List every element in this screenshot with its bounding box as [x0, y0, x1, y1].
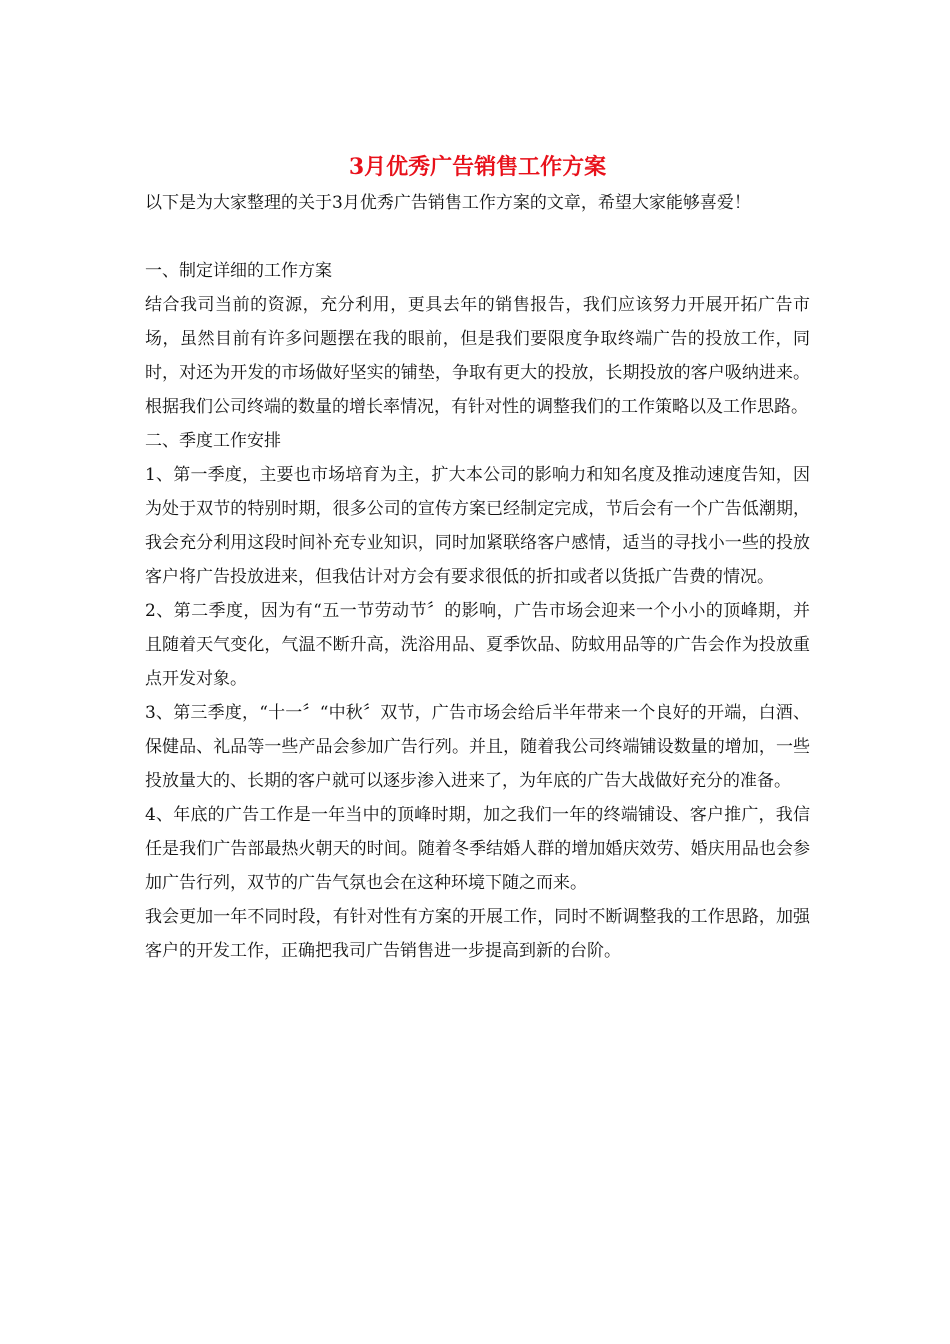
document-page: [145, 150, 810, 968]
paragraph-quarter-4: 4、年底的广告工作是一年当中的顶峰时期，加之我们一年的终端铺设、客户推广，我信任是我们广告部最热火朝天的时间。随着冬季结婚人群的增加婚庆效劳、婚庆用品也会参加广告行列，双节的广告气氛也会在这种环境下随之而来。: [145, 805, 810, 893]
paragraph-quarter-3: 3、第三季度，“十一〞“中秋〞双节，广告市场会给后半年带来一个良好的开端，白酒、保健品、礼品等一些产品会参加广告行列。并且，随着我公司终端铺设数量的增加，一些投放量大的、长期的客户就可以逐步渗入进来了，为年底的广告大战做好充分的准备。: [145, 703, 810, 791]
paragraph-conclusion: 我会更加一年不同时段，有针对性有方案的开展工作，同时不断调整我的工作思路，加强客户的开发工作，正确把我司广告销售进一步提高到新的台阶。: [145, 907, 810, 961]
paragraph-quarter-2: 2、第二季度，因为有“五一节劳动节〞的影响，广告市场会迎来一个小小的顶峰期，并且随着天气变化，气温不断升高，洗浴用品、夏季饮品、防蚊用品等的广告会作为投放重点开发对象。: [145, 601, 810, 689]
blank-line: [145, 220, 810, 254]
document-title: 3月优秀广告销售工作方案: [348, 154, 607, 180]
intro-paragraph: 以下是为大家整理的关于3月优秀广告销售工作方案的文章，希望大家能够喜爱！: [145, 193, 751, 213]
paragraph-quarter-1: 1、第一季度，主要也市场培育为主，扩大本公司的影响力和知名度及推动速度告知，因为处于双节的特别时期，很多公司的宣传方案已经制定完成，节后会有一个广告低潮期，我会充分利用这段时间补充专业知识，同时加紧联络客户感情，适当的寻找小一些的投放客户将广告投放进来，但我估计对方会有要求很低的折扣或者以货抵广告费的情况。: [145, 465, 810, 587]
paragraph-plan-body: 结合我司当前的资源，充分利用，更具去年的销售报告，我们应该努力开展开拓广告市场，虽然目前有许多问题摆在我的眼前，但是我们要限度争取终端广告的投放工作，同时，对还为开发的市场做好坚实的铺垫，争取有更大的投放，长期投放的客户吸纳进来。根据我们公司终端的数量的增长率情况，有针对性的调整我们的工作策略以及工作思路。: [145, 295, 810, 417]
section-heading-plan: 一、制定详细的工作方案: [145, 261, 332, 281]
section-heading-quarters: 二、季度工作安排: [145, 431, 281, 451]
